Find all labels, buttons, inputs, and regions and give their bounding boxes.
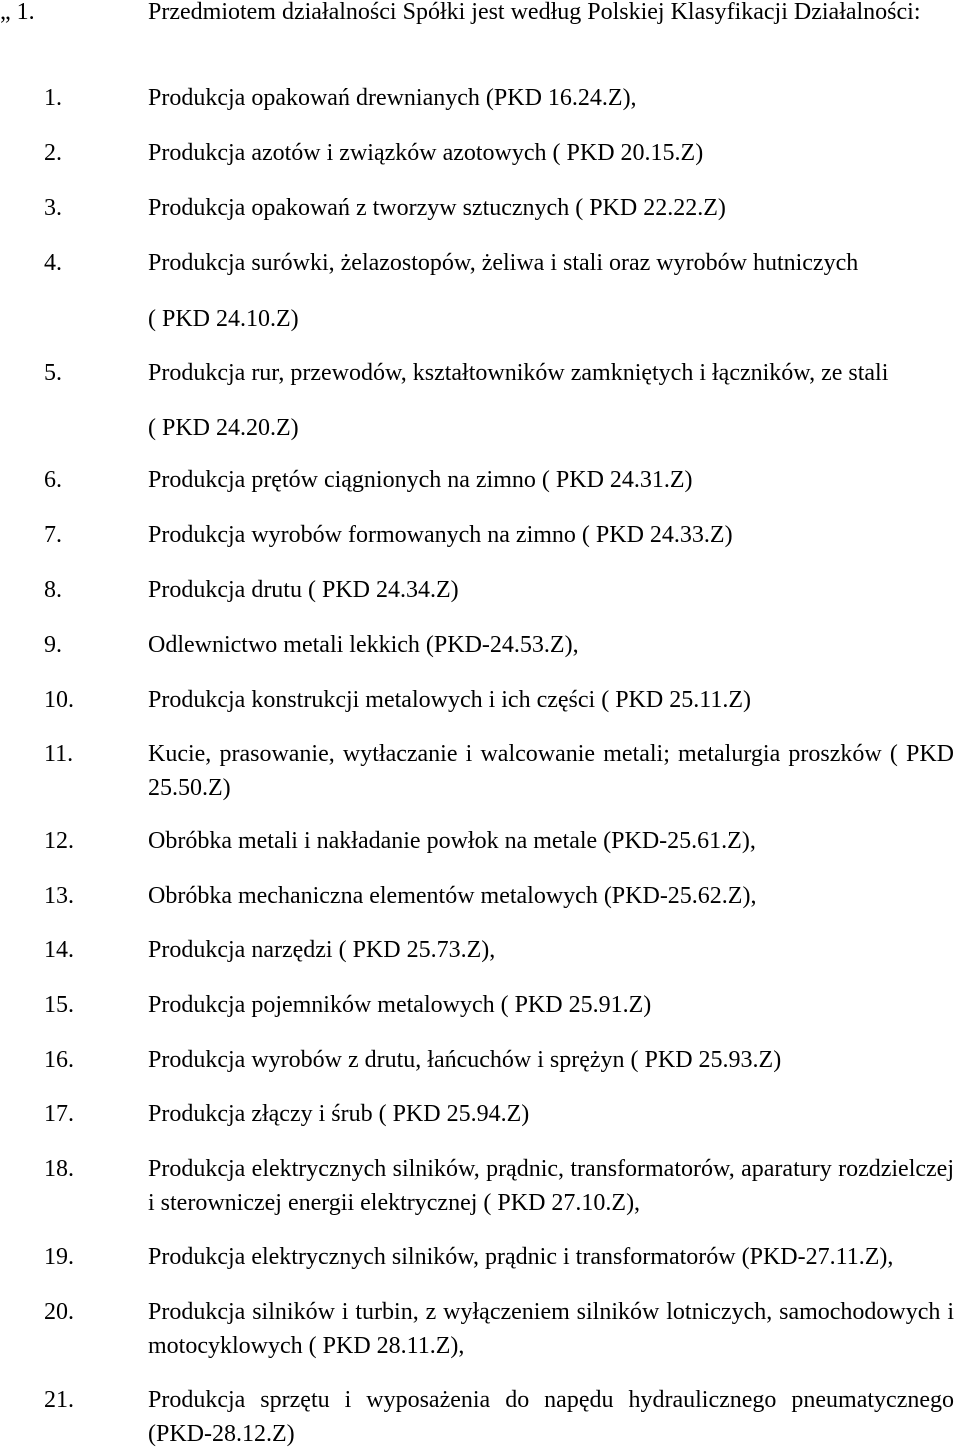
list-item-text: Produkcja konstrukcji metalowych i ich części ( PKD 25.11.Z) [148,687,751,713]
list-item-number: 17. [44,1101,74,1127]
list-item-text: Produkcja narzędzi ( PKD 25.73.Z), [148,937,496,963]
list-item-text: Produkcja surówki, żelazostopów, żeliwa i stali oraz wyrobów hutniczych [148,250,859,276]
list-item-number: 19. [44,1244,74,1270]
list-item-number: 18. [44,1156,74,1182]
list-item-number: 13. [44,883,74,909]
list-item-number: 16. [44,1047,74,1073]
list-item-number: 11. [44,741,74,767]
list-item-text: Obróbka metali i nakładanie powłok na metale (PKD-25.61.Z), [148,828,756,854]
list-item-number: 8. [44,577,62,603]
list-item-text: Odlewnictwo metali lekkich (PKD-24.53.Z), [148,632,579,658]
list-item-text: Produkcja rur, przewodów, kształtowników zamkniętych i łączników, ze stali [148,360,889,386]
list-item-text: Produkcja silników i turbin, z wyłączeniem silników lotniczych, samochodowych i motocyklowych ( PKD 28.11.Z), [148,1299,954,1359]
list-item-text: Produkcja wyrobów z drutu, łańcuchów i sprężyn ( PKD 25.93.Z) [148,1047,782,1073]
list-item-number: 15. [44,992,74,1018]
header-text: Przedmiotem działalności Spółki jest według Polskiej Klasyfikacji Działalności: [148,0,921,25]
list-item-text: Produkcja prętów ciągnionych na zimno ( PKD 24.31.Z) [148,467,693,493]
list-item-text: Produkcja sprzętu i wyposażenia do napędu hydraulicznego pneumatycznego (PKD-28.12.Z) [148,1387,954,1447]
list-item-text: Produkcja elektrycznych silników, prądnic i transformatorów (PKD-27.11.Z), [148,1244,894,1270]
list-item-number: 5. [44,360,62,386]
list-item-text: Produkcja elektrycznych silników, prądnic, transformatorów, aparatury rozdzielczej i sterowniczej energii elektrycznej ( PKD 27.10.Z), [148,1156,954,1216]
list-item-text-continuation: ( PKD 24.20.Z) [148,415,299,441]
list-item-text: Obróbka mechaniczna elementów metalowych (PKD-25.62.Z), [148,883,757,909]
list-item-number: 20. [44,1299,74,1325]
header-marker: „ 1. [0,0,35,25]
list-item-number: 2. [44,140,62,166]
list-item-number: 3. [44,195,62,221]
list-item-number: 6. [44,467,62,493]
list-item-number: 7. [44,522,62,548]
list-item-text-continuation: ( PKD 24.10.Z) [148,306,299,332]
list-item-text: Produkcja drutu ( PKD 24.34.Z) [148,577,459,603]
list-item-text: Produkcja opakowań drewnianych (PKD 16.24.Z), [148,85,637,111]
list-item-number: 12. [44,828,74,854]
list-item-number: 10. [44,687,74,713]
list-item-number: 21. [44,1387,74,1413]
list-item-text: Produkcja wyrobów formowanych na zimno ( PKD 24.33.Z) [148,522,733,548]
list-item-text: Produkcja złączy i śrub ( PKD 25.94.Z) [148,1101,530,1127]
list-item-number: 4. [44,250,62,276]
list-item-text: Kucie, prasowanie, wytłaczanie i walcowanie metali; metalurgia proszków ( PKD 25.50.Z) [148,741,954,801]
list-item-text: Produkcja azotów i związków azotowych ( PKD 20.15.Z) [148,140,704,166]
list-item-text: Produkcja pojemników metalowych ( PKD 25.91.Z) [148,992,652,1018]
list-item-number: 1. [44,85,62,111]
list-item-text: Produkcja opakowań z tworzyw sztucznych ( PKD 22.22.Z) [148,195,726,221]
list-item-number: 14. [44,937,74,963]
list-item-number: 9. [44,632,62,658]
